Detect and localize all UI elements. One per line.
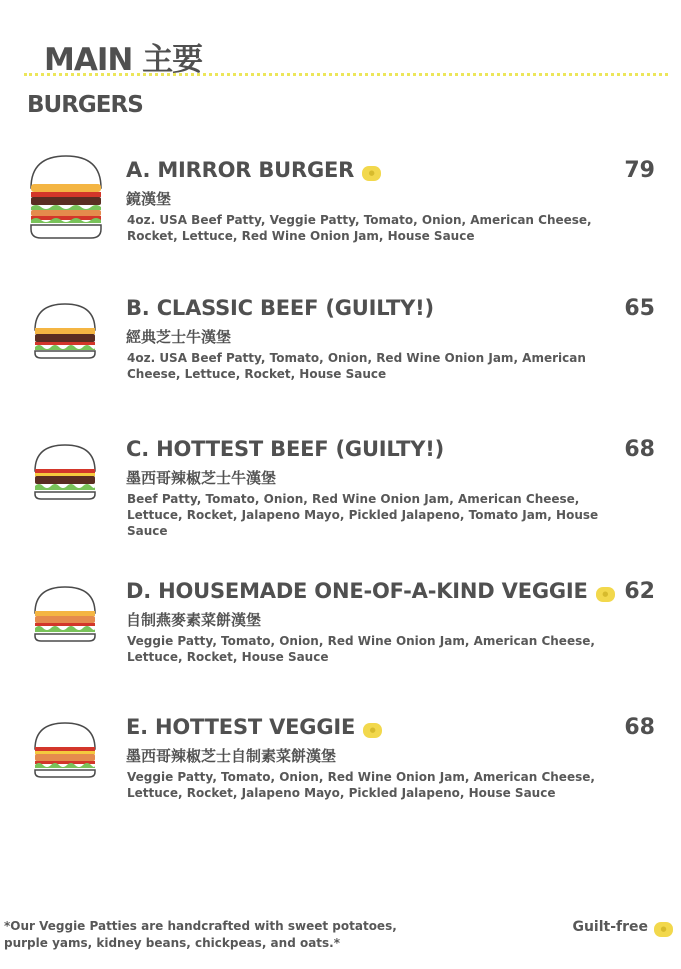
item-name: C. HOTTEST BEEF (GUILTY!)	[126, 437, 445, 461]
guilt-free-badge-icon: ●	[363, 723, 382, 738]
item-chinese-name: 經典芝士牛漢堡	[126, 328, 232, 346]
item-chinese-name: 自制燕麥素菜餅漢堡	[126, 611, 262, 629]
beef-burger-icon	[33, 302, 97, 360]
guilt-free-badge-icon: ●	[362, 166, 381, 181]
item-name-text: D. HOUSEMADE ONE-OF-A-KIND VEGGIE	[126, 579, 588, 603]
item-description: Veggie Patty, Tomato, Onion, Red Wine Onion Jam, American Cheese, Lettuce, Rocket, House Sauce	[127, 634, 595, 664]
spicy-beef-burger-icon	[33, 443, 97, 501]
item-name	[126, 715, 382, 739]
item-name-text: A. MIRROR BURGER	[126, 158, 355, 182]
item-description: 4oz. USA Beef Patty, Tomato, Onion, Red Wine Onion Jam, American Cheese, Lettuce, Rocket, House Sauce	[127, 351, 586, 381]
item-price: 62	[624, 579, 655, 604]
item-price: 68	[624, 715, 655, 740]
section-title: MAIN 主要	[44, 42, 203, 78]
veggie-burger-icon	[33, 585, 97, 643]
item-description: Veggie Patty, Tomato, Onion, Red Wine Onion Jam, American Cheese, Lettuce, Rocket, Jalapeno Mayo, Pickled Jalapeno, House Sauce	[127, 770, 595, 800]
item-chinese-name: 墨西哥辣椒芝士自制素菜餅漢堡	[126, 747, 337, 765]
subsection-title: BURGERS	[27, 92, 143, 118]
item-price: 68	[624, 437, 655, 462]
item-description: 4oz. USA Beef Patty, Veggie Patty, Tomato, Onion, American Cheese, Rocket, Lettuce, Red Wine Onion Jam, House Sauce	[127, 213, 592, 243]
item-chinese-name: 墨西哥辣椒芝士牛漢堡	[126, 469, 277, 487]
item-name-text: E. HOTTEST VEGGIE	[126, 715, 356, 739]
double-burger-icon	[29, 154, 103, 240]
item-price: 79	[624, 158, 655, 183]
guilt-free-legend	[572, 919, 673, 937]
item-price: 65	[624, 296, 655, 321]
dotted-divider	[24, 73, 668, 76]
item-chinese-name: 鏡漢堡	[126, 190, 172, 208]
guilt-free-badge-icon: ●	[654, 922, 673, 937]
item-name	[126, 158, 381, 182]
item-description: Beef Patty, Tomato, Onion, Red Wine Onion Jam, American Cheese, Lettuce, Rocket, Jalapeno Mayo, Pickled Jalapeno, Tomato Jam, House Sauce	[127, 492, 599, 538]
spicy-veggie-burger-icon	[33, 721, 97, 779]
item-name	[126, 579, 615, 603]
veggie-patty-footnote: *Our Veggie Patties are handcrafted with sweet potatoes, purple yams, kidney beans, chickpeas, and oats.*	[4, 919, 397, 950]
item-name: B. CLASSIC BEEF (GUILTY!)	[126, 296, 434, 320]
legend-label: Guilt-free	[572, 919, 648, 935]
guilt-free-badge-icon: ●	[596, 587, 615, 602]
